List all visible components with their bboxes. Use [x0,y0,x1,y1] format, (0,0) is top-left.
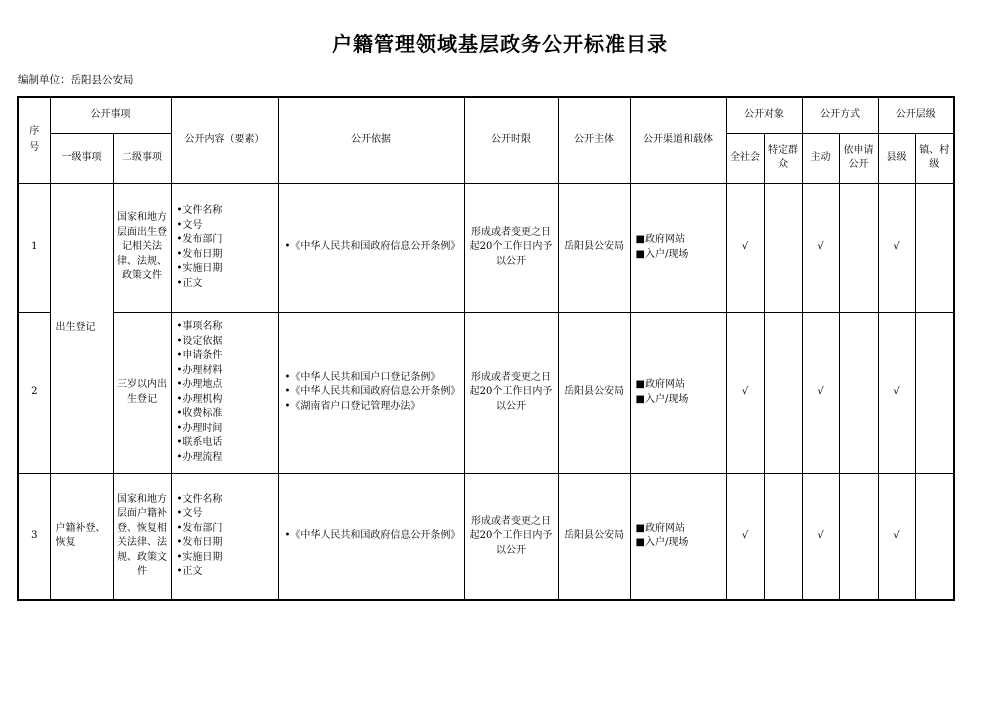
cell-mark-level-town [915,473,954,600]
cell-mark-level-town [915,312,954,473]
cell-subject: 岳阳县公安局 [558,312,630,473]
cell-mark-level-county: √ [878,473,915,600]
table-row [18,183,954,312]
compiling-unit-line: 编制单位：岳阳县公安局 [18,74,134,86]
cell-level1-matter: 出生登记 [50,183,113,473]
col-header-level-town: 镇、村级 [915,133,954,183]
cell-content-elements: •文件名称 •文号 •发布部门 •发布日期 •实施日期 •正文 [171,473,278,600]
cell-mark-audience-all: √ [726,183,764,312]
col-header-audience: 公开对象 [726,97,802,133]
cell-mark-audience-specific [764,473,802,600]
cell-mark-level-town [915,183,954,312]
col-header-time-limit: 公开时限 [464,97,558,183]
cell-mark-method-request [839,473,878,600]
table-row [18,473,954,600]
cell-mark-audience-all: √ [726,312,764,473]
col-header-level: 公开层级 [878,97,954,133]
col-header-method-active: 主动 [802,133,839,183]
cell-mark-audience-specific [764,183,802,312]
header-row-top [18,97,954,133]
cell-mark-level-county: √ [878,183,915,312]
cell-channels: ■政府网站 ■入户/现场 [630,312,726,473]
col-header-serial [18,97,50,183]
cell-time-limit: 形成或者变更之日起20个工作日内予以公开 [464,312,558,473]
cell-mark-method-active: √ [802,473,839,600]
col-header-channels: 公开渠道和载体 [630,97,726,183]
cell-subject: 岳阳县公安局 [558,183,630,312]
page-title: 户籍管理领域基层政务公开标准目录 [332,32,668,56]
cell-channels: ■政府网站 ■入户/现场 [630,183,726,312]
cell-content-elements: •事项名称 •设定依据 •申请条件 •办理材料 •办理地点 •办理机构 •收费标准 •办理时间 •联系电话 •办理流程 [171,312,278,473]
cell-content-elements: •文件名称 •文号 •发布部门 •发布日期 •实施日期 •正文 [171,183,278,312]
cell-mark-method-request [839,183,878,312]
cell-basis: •《中华人民共和国户口登记条例》 •《中华人民共和国政府信息公开条例》 •《湖南省户口登记管理办法》 [278,312,464,473]
table-row [18,312,954,473]
col-header-level2: 二级事项 [113,133,171,183]
disclosure-standards-table [17,96,955,601]
col-header-audience-all: 全社会 [726,133,764,183]
cell-channels: ■政府网站 ■入户/现场 [630,473,726,600]
cell-level2-matter: 国家和地方层面出生登记相关法律、法规、政策文件 [113,183,171,312]
cell-mark-audience-all: √ [726,473,764,600]
cell-mark-level-county: √ [878,312,915,473]
cell-serial: 3 [18,473,50,600]
cell-basis: •《中华人民共和国政府信息公开条例》 [278,473,464,600]
col-header-level-county: 县级 [878,133,915,183]
cell-mark-method-active: √ [802,183,839,312]
cell-mark-method-active: √ [802,312,839,473]
col-header-serial-label: 序号 [29,126,40,154]
cell-mark-audience-specific [764,312,802,473]
cell-level2-matter: 三岁以内出生登记 [113,312,171,473]
cell-time-limit: 形成或者变更之日起20个工作日内予以公开 [464,183,558,312]
cell-level1-matter: 户籍补登、恢复 [50,473,113,600]
cell-level2-matter: 国家和地方层面户籍补登、恢复相关法律、法规、政策文件 [113,473,171,600]
col-header-subject: 公开主体 [558,97,630,183]
cell-basis: •《中华人民共和国政府信息公开条例》 [278,183,464,312]
col-header-audience-specific: 特定群众 [764,133,802,183]
cell-time-limit: 形成或者变更之日起20个工作日内予以公开 [464,473,558,600]
col-header-level1: 一级事项 [50,133,113,183]
cell-serial: 1 [18,183,50,312]
col-header-basis: 公开依据 [278,97,464,183]
col-header-method-request: 依申请公开 [839,133,878,183]
col-header-method: 公开方式 [802,97,878,133]
cell-serial: 2 [18,312,50,473]
col-header-matters: 公开事项 [50,97,171,133]
cell-mark-method-request [839,312,878,473]
col-header-content: 公开内容（要素） [171,97,278,183]
cell-subject: 岳阳县公安局 [558,473,630,600]
